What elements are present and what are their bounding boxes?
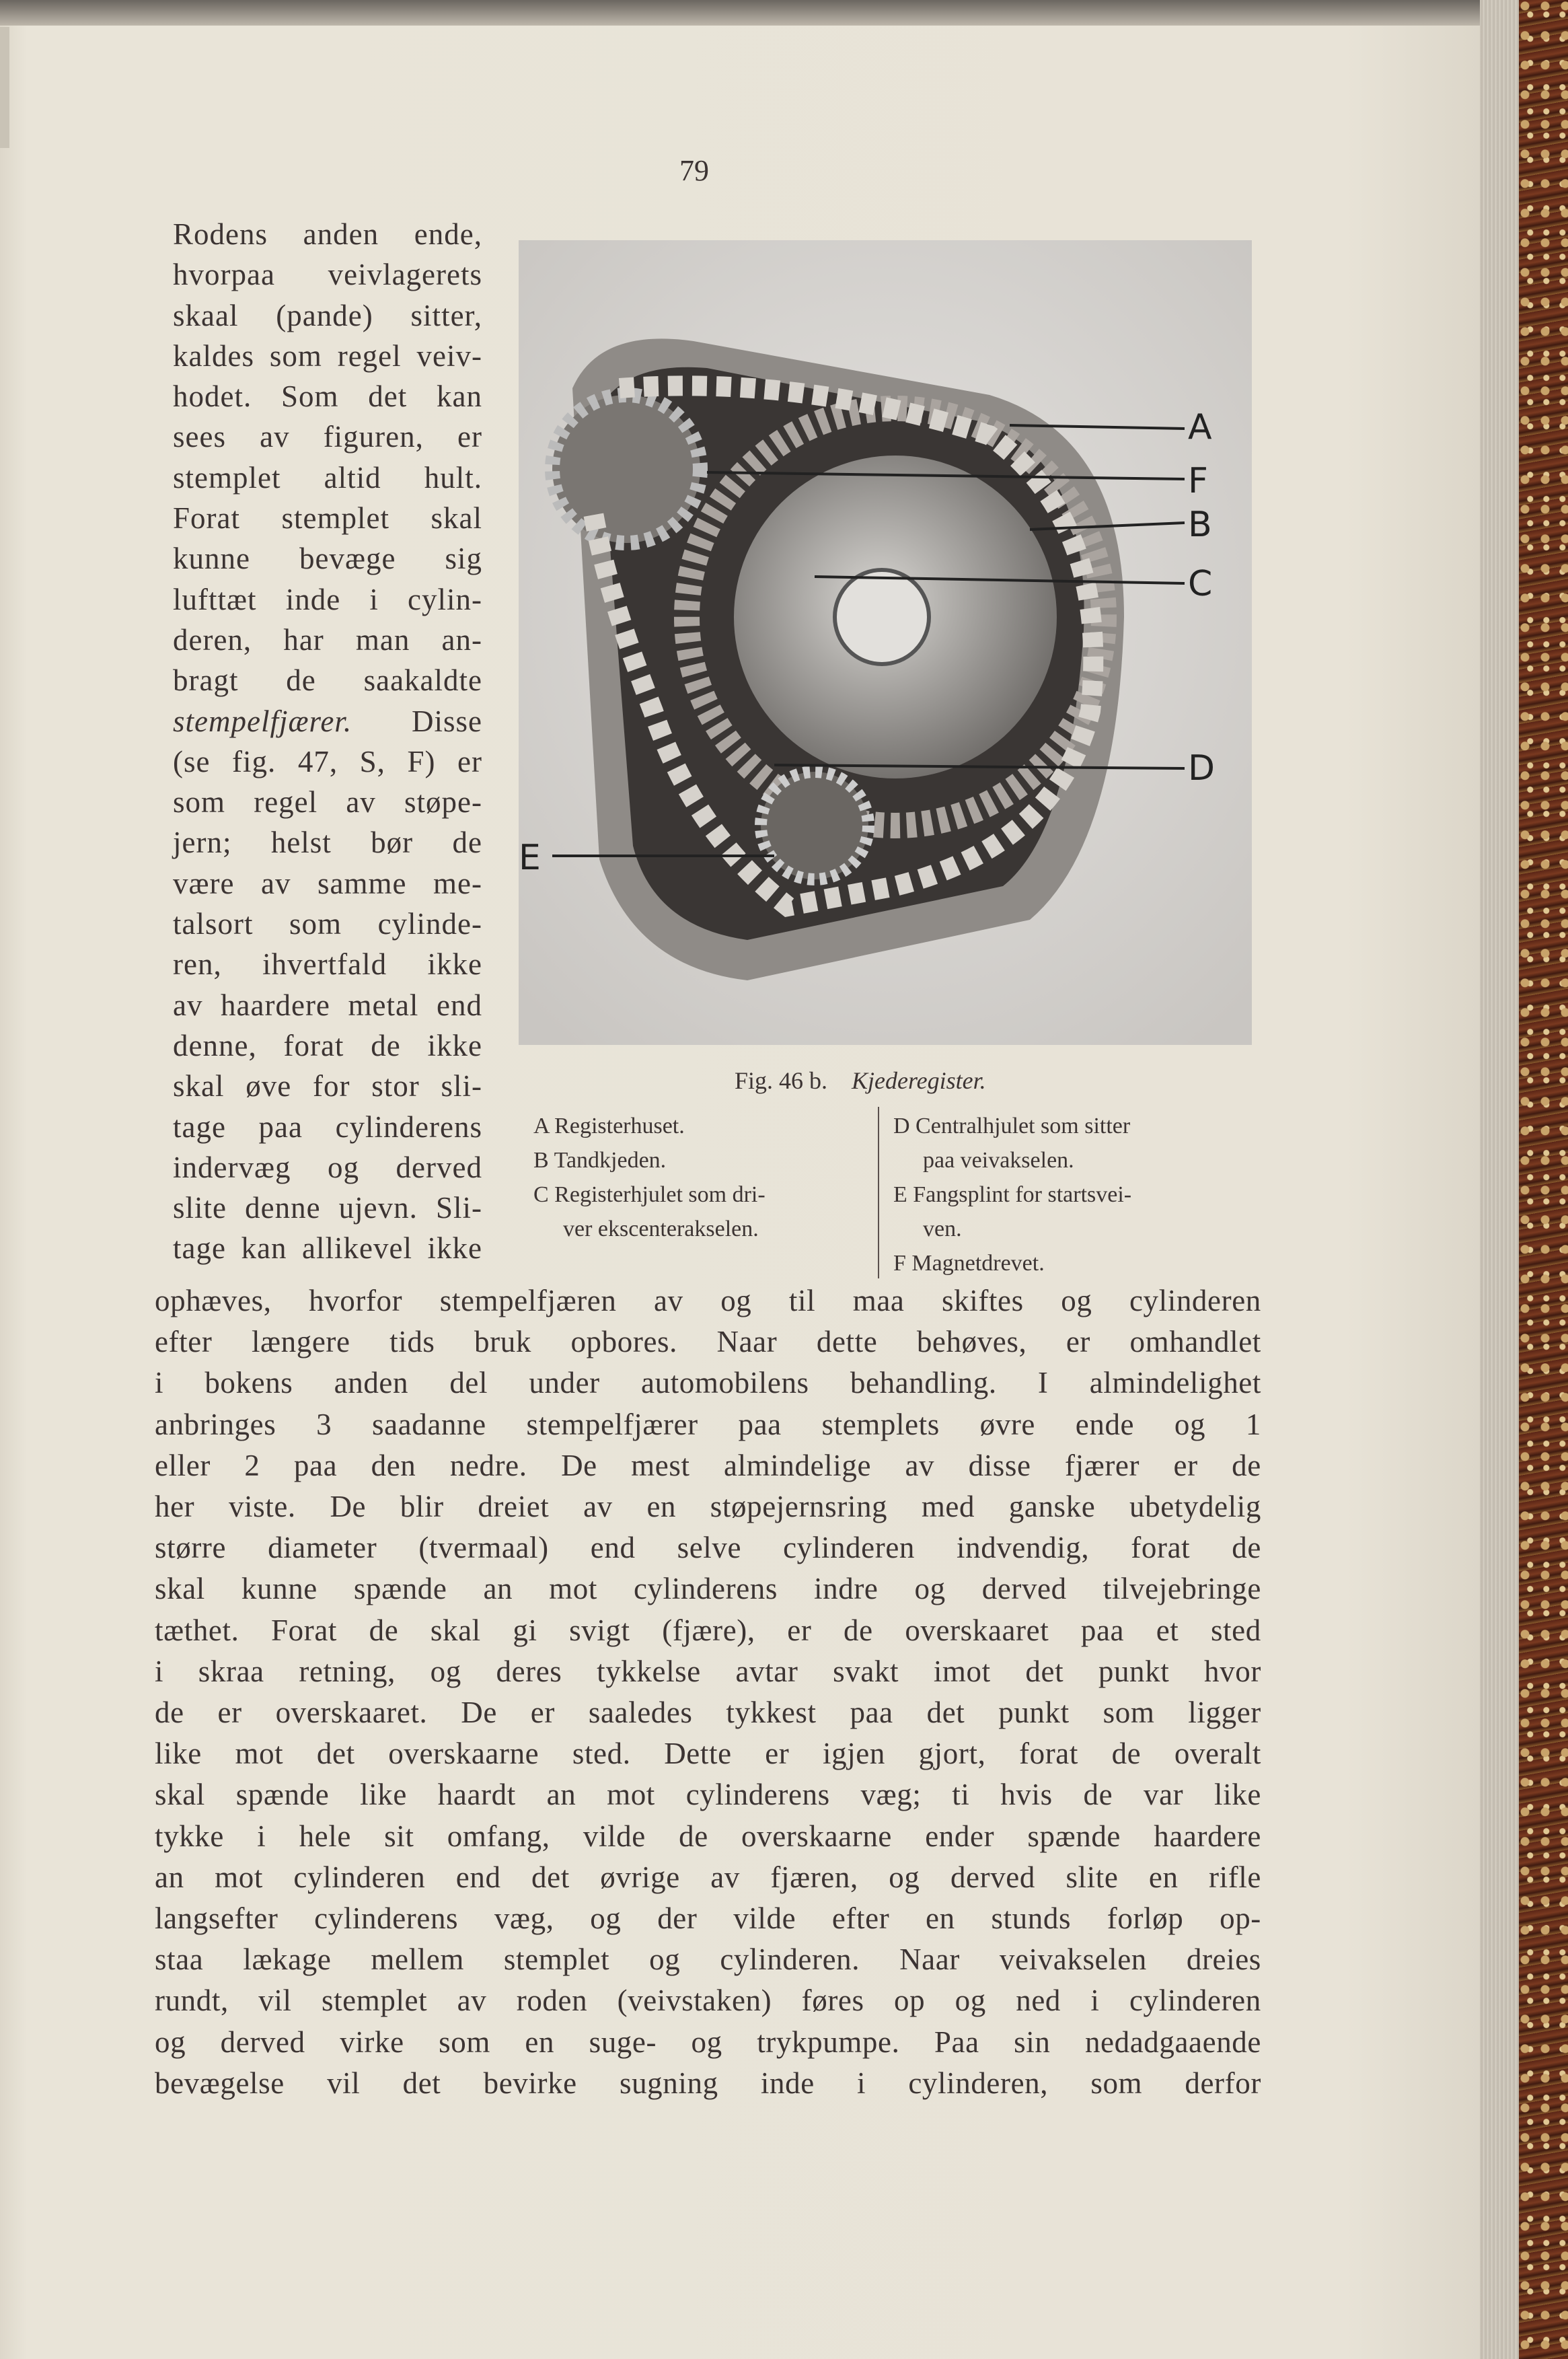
- legend-item: ver ekscenterakselen.: [563, 1217, 759, 1241]
- legend-item: D Centralhjulet som sitter: [893, 1114, 1131, 1138]
- left-column-text: [173, 214, 482, 1269]
- text-line: av haardere metal end: [173, 988, 482, 1022]
- text-line: bevægelse vil det bevirke sugning inde i cylinderen, som derfor: [155, 2066, 1261, 2100]
- text-line: talsort som cylinde-: [173, 907, 482, 941]
- text-line: rundt, vil stemplet av roden (veivstaken) føres op og ned i cylinderen: [155, 1984, 1261, 2018]
- marbled-book-edge: [1519, 0, 1568, 2359]
- full-width-text: [155, 1280, 1261, 2104]
- page-stack-edge: [1480, 0, 1519, 2359]
- legend-item: paa veivakselen.: [923, 1148, 1074, 1173]
- text-line: lufttæt inde i cylin-: [173, 582, 482, 616]
- text-line: være av samme me-: [173, 866, 482, 900]
- text-line: tæthet. Forat de skal gi svigt (fjære), er de overskaaret paa et sted: [155, 1613, 1261, 1647]
- label-f: F: [1188, 461, 1208, 501]
- text-line: langsefter cylinderens væg, og der vilde efter en stunds forløp op-: [155, 1901, 1261, 1936]
- text-line: bragt de saakaldte: [173, 663, 482, 698]
- text-line: større diameter (tvermaal) end selve cylinderen indvendig, forat de: [155, 1531, 1261, 1565]
- text-line: skal øve for stor sli-: [173, 1069, 482, 1103]
- text-line: her viste. De blir dreiet av en støpejernsring med ganske ubetydelig: [155, 1490, 1261, 1524]
- text-line: an mot cylinderen end det øvrige av fjæren, og derved slite en rifle: [155, 1860, 1261, 1894]
- legend-item: A Registerhuset.: [533, 1114, 685, 1138]
- text-line: og derved virke som en suge- og trykpumpe. Paa sin nedadgaaende: [155, 2025, 1261, 2059]
- text-line: slite denne ujevn. Sli-: [173, 1191, 482, 1225]
- legend-item: F Magnetdrevet.: [893, 1251, 1045, 1276]
- label-c: C: [1188, 564, 1213, 604]
- text-line: tage kan allikevel ikke: [173, 1231, 482, 1266]
- text-line: eller 2 paa den nedre. De mest almindelige av disse fjærer er de: [155, 1448, 1261, 1482]
- text-line: hvorpaa veivlagerets: [173, 258, 482, 292]
- figure-chain-register-photo: [519, 240, 1252, 1045]
- label-a: A: [1188, 407, 1212, 447]
- figure-title: Kjederegister.: [852, 1067, 986, 1094]
- text-line: stemplet altid hult.: [173, 460, 482, 495]
- text-line: tage paa cylinderens: [173, 1110, 482, 1144]
- text-line: hodet. Som det kan: [173, 379, 482, 414]
- text-line: i skraa retning, og deres tykkelse avtar svakt imot det punkt hvor: [155, 1654, 1261, 1688]
- figure-legend-right: [893, 1109, 1263, 1280]
- text-line: skal kunne spænde an mot cylinderens indre og derved tilvejebringe: [155, 1572, 1261, 1606]
- text-line: Rodens anden ende,: [173, 217, 482, 251]
- figure-legend-left: [533, 1109, 856, 1246]
- text-line: tykke i hele sit omfang, vilde de overskaarne ender spænde haardere: [155, 1819, 1261, 1853]
- text-line: like mot det overskaarne sted. Dette er igjen gjort, forat de overalt: [155, 1737, 1261, 1771]
- label-d: D: [1188, 748, 1216, 789]
- text-line: de er overskaaret. De er saaledes tykkest paa det punkt som ligger: [155, 1696, 1261, 1730]
- label-e: E: [519, 838, 541, 878]
- text-line: ren, ihvertfald ikke: [173, 947, 482, 982]
- scan-top-edge: [0, 0, 1500, 26]
- text-line: Forat stemplet skal: [173, 501, 482, 536]
- scan-left-edge: [0, 27, 9, 148]
- crankshaft: [835, 570, 929, 664]
- text-line: skaal (pande) sitter,: [173, 298, 482, 332]
- text-line: indervæg og derved: [173, 1150, 482, 1184]
- text-line: kaldes som regel veiv-: [173, 338, 482, 373]
- text-line: efter længere tids bruk opbores. Naar dette behøves, er omhandlet: [155, 1325, 1261, 1359]
- text-line: (se fig. 47, S, F) er: [173, 744, 482, 778]
- label-b: B: [1188, 505, 1212, 545]
- text-line: deren, har man an-: [173, 622, 482, 657]
- text-line: ophæves, hvorfor stempelfjæren av og til maa skiftes og cylinderen: [155, 1284, 1261, 1317]
- legend-item: C Registerhjulet som dri-: [533, 1182, 766, 1207]
- legend-item: E Fangsplint for startsvei-: [893, 1182, 1132, 1207]
- text-line: stempelfjærer. Disse: [173, 704, 482, 738]
- magneto-gear: [761, 772, 868, 879]
- text-line: denne, forat de ikke: [173, 1028, 482, 1062]
- legend-item: B Tandkjeden.: [533, 1148, 667, 1173]
- page-number: 79: [679, 154, 709, 187]
- text-line: anbringes 3 saadanne stempelfjærer paa stemplets øvre ende og 1: [155, 1407, 1261, 1441]
- legend-item: ven.: [923, 1217, 962, 1241]
- text-line: som regel av støpe-: [173, 785, 482, 820]
- text-line: sees av figuren, er: [173, 420, 482, 454]
- register-wheel: [552, 395, 700, 543]
- text-line: staa lækage mellem stemplet og cylinderen. Naar veivakselen dreies: [155, 1943, 1261, 1977]
- legend-divider: [878, 1107, 879, 1278]
- figure-number: Fig. 46 b.: [735, 1067, 828, 1094]
- figure-caption: [735, 1066, 986, 1095]
- text-line: skal spænde like haardt an mot cylinderens væg; ti hvis de var like: [155, 1778, 1261, 1812]
- text-line: jern; helst bør de: [173, 826, 482, 860]
- text-line: kunne bevæge sig: [173, 542, 482, 576]
- text-line: i bokens anden del under automobilens behandling. I almindelighet: [155, 1366, 1261, 1400]
